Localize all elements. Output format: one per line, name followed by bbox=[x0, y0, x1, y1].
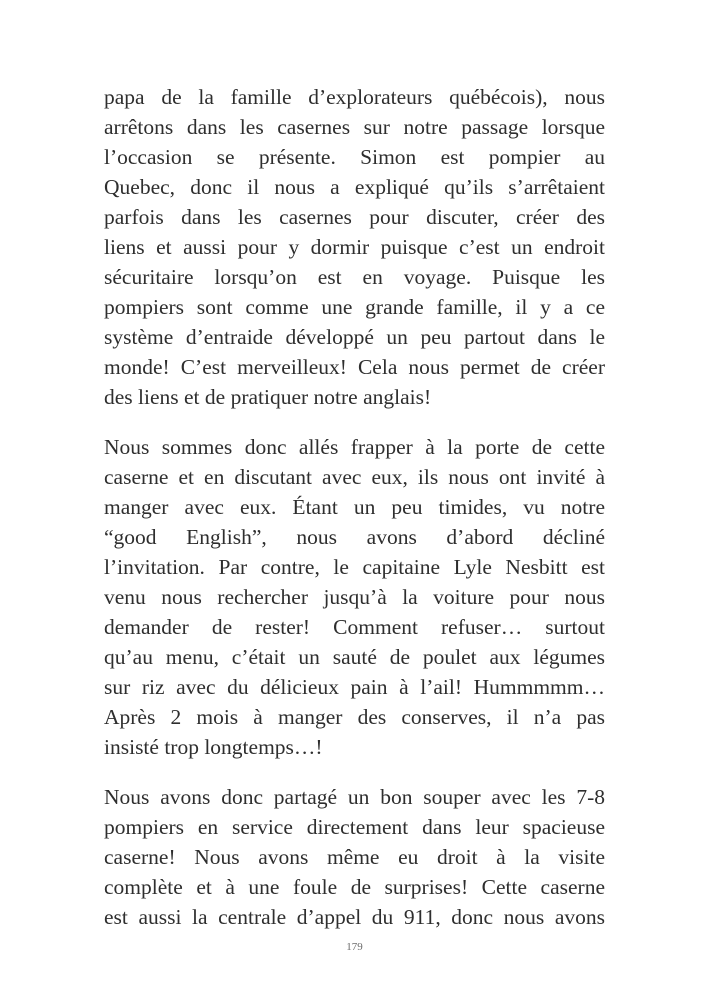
page-number: 179 bbox=[346, 941, 363, 953]
text-line: caserne! Nous avons même eu droit à la visite bbox=[104, 845, 605, 869]
text-line: Nous sommes donc allés frapper à la porte de cette bbox=[104, 435, 605, 459]
text-line: l’occasion se présente. Simon est pompier au bbox=[104, 145, 605, 169]
text-line: sécuritaire lorsqu’on est en voyage. Puisque les bbox=[104, 265, 605, 289]
paragraph-1 bbox=[104, 82, 605, 412]
text-line: liens et aussi pour y dormir puisque c’est un endroit bbox=[104, 235, 605, 259]
text-line: des liens et de pratiquer notre anglais! bbox=[104, 385, 432, 409]
paragraph-spacing bbox=[104, 412, 605, 432]
text-line: venu nous rechercher jusqu’à la voiture pour nous bbox=[104, 585, 605, 609]
body-text bbox=[104, 82, 605, 932]
paragraph-3 bbox=[104, 782, 605, 932]
text-line: manger avec eux. Étant un peu timides, vu notre bbox=[104, 495, 605, 519]
text-line: caserne et en discutant avec eux, ils nous ont invité à bbox=[104, 465, 605, 489]
text-line: insisté trop longtemps…! bbox=[104, 735, 323, 759]
text-line: papa de la famille d’explorateurs québécois), nous bbox=[104, 85, 605, 109]
text-line: qu’au menu, c’était un sauté de poulet aux légumes bbox=[104, 645, 605, 669]
text-line: système d’entraide développé un peu partout dans le bbox=[104, 325, 605, 349]
text-line: pompiers en service directement dans leur spacieuse bbox=[104, 815, 605, 839]
text-line: Quebec, donc il nous a expliqué qu’ils s’arrêtaient bbox=[104, 175, 605, 199]
paragraph-spacing bbox=[104, 762, 605, 782]
text-line: parfois dans les casernes pour discuter, créer des bbox=[104, 205, 605, 229]
text-line: Nous avons donc partagé un bon souper avec les 7-8 bbox=[104, 785, 605, 809]
text-line: complète et à une foule de surprises! Cette caserne bbox=[104, 875, 605, 899]
paragraph-2 bbox=[104, 432, 605, 762]
text-line: est aussi la centrale d’appel du 911, donc nous avons bbox=[104, 905, 605, 929]
text-line: monde! C’est merveilleux! Cela nous permet de créer bbox=[104, 355, 605, 379]
text-line: arrêtons dans les casernes sur notre passage lorsque bbox=[104, 115, 605, 139]
text-line: pompiers sont comme une grande famille, il y a ce bbox=[104, 295, 605, 319]
text-line: l’invitation. Par contre, le capitaine Lyle Nesbitt est bbox=[104, 555, 605, 579]
text-line: sur riz avec du délicieux pain à l’ail! Hummmmm… bbox=[104, 675, 605, 699]
text-line: demander de rester! Comment refuser… surtout bbox=[104, 615, 605, 639]
text-line: “good English”, nous avons d’abord décliné bbox=[104, 525, 605, 549]
text-line: Après 2 mois à manger des conserves, il n’a pas bbox=[104, 705, 605, 729]
